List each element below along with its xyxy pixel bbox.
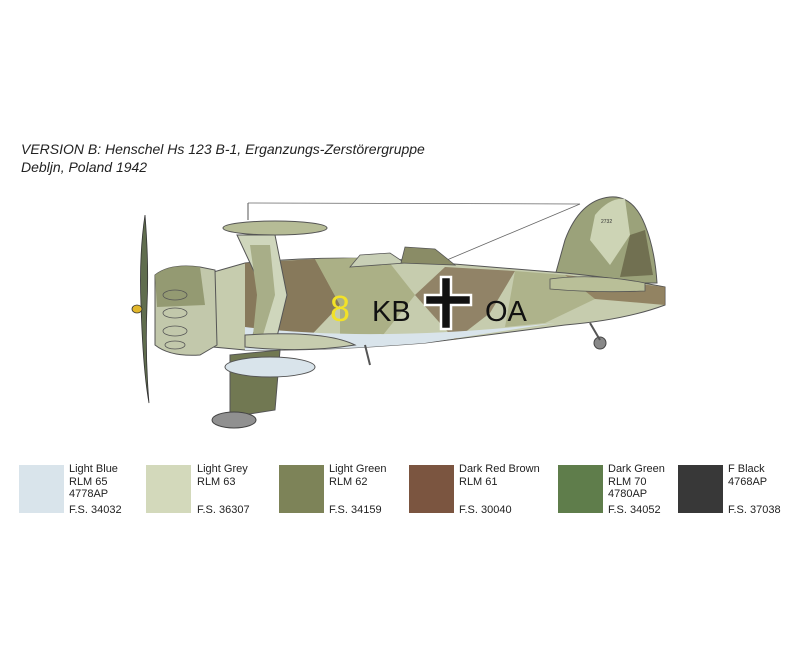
color-name: Light Grey (197, 463, 248, 475)
version-location: Deblјn, Poland 1942 (21, 159, 148, 175)
color-fs: F.S. 37038 (728, 504, 781, 516)
color-fs: F.S. 34159 (329, 504, 382, 516)
color-name: Dark Red Brown (459, 463, 540, 475)
color-name: Light Blue (69, 463, 118, 475)
color-name: Light Green (329, 463, 387, 475)
color-ap: 4780AP (608, 488, 648, 500)
color-fs: F.S. 34032 (69, 504, 122, 516)
color-rlm: RLM 62 (329, 475, 368, 488)
color-name: Dark Green (608, 463, 665, 475)
color-rlm: RLM 70 (608, 475, 647, 488)
fin-serial: 2732 (601, 219, 613, 225)
color-info (459, 463, 540, 516)
color-fs: F.S. 36307 (197, 504, 250, 516)
color-swatch (678, 465, 723, 513)
color-swatch (19, 465, 64, 513)
aircraft-number: 8 (330, 288, 351, 329)
color-info (69, 463, 122, 516)
color-info (197, 463, 250, 516)
upper-wing (223, 221, 327, 235)
color-ap: 4778AP (69, 488, 109, 500)
color-rlm: RLM 63 (197, 475, 236, 488)
color-swatch (558, 465, 603, 513)
code-letters-right: OA (485, 296, 527, 328)
color-info (329, 463, 387, 516)
color-info (608, 463, 665, 516)
version-heading (21, 140, 425, 176)
code-letters-left: KB (372, 296, 411, 328)
color-rlm: RLM 65 (69, 475, 108, 488)
color-rlm: RLM 61 (459, 475, 498, 488)
version-title: VERSION B: Henschel Hs 123 B-1, Erganzungs-Zerstörergruppe (21, 141, 425, 157)
color-rlm: 4768AP (728, 475, 768, 488)
color-fs: F.S. 30040 (459, 504, 512, 516)
color-swatch (279, 465, 324, 513)
color-fs: F.S. 34052 (608, 504, 661, 516)
color-info (728, 463, 781, 516)
aircraft-profile-drawing (125, 195, 675, 435)
color-name: F Black (728, 463, 765, 475)
color-swatch (409, 465, 454, 513)
color-swatch (146, 465, 191, 513)
propeller-icon (132, 215, 149, 403)
